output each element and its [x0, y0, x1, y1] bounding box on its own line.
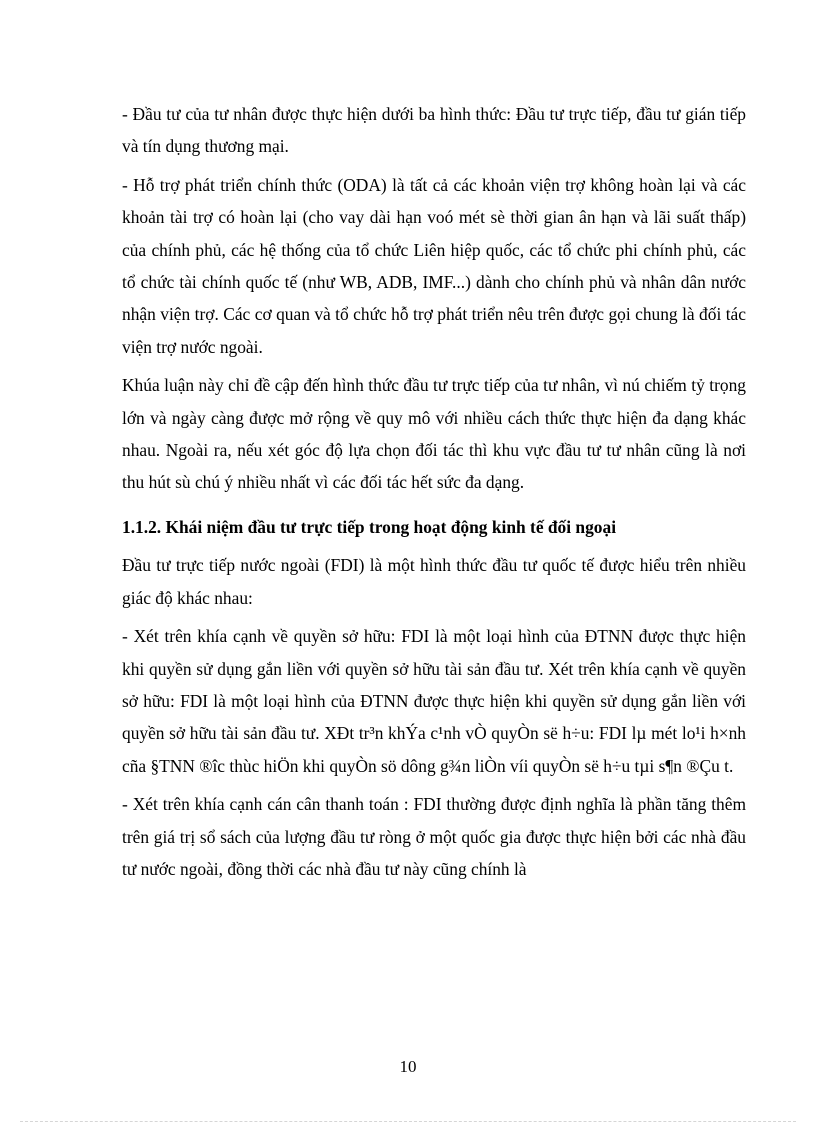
paragraph-balance-of-payments: - Xét trên khía cạnh cán cân thanh toán : FDI thường được định nghĩa là phần tăng thêm trên giá trị sổ sách của lượng đầu tư ròng ở một quốc gia được thực hiện bởi các nhà đầu tư nước ngoài, đồng thời các nhà đầu tư này cũng chính là	[122, 794, 746, 879]
paragraph-ownership-aspect: - Xét trên khía cạnh về quyền sở hữu: FDI là một loại hình của ĐTNN được thực hiện khi quyền sử dụng gắn liền với quyền sở hữu tài sản đầu tư. Xét trên khía cạnh về quyền sở hữu: FDI là một loại hình của ĐTNN được thực hiện khi quyền sử dụng gắn liền với quyền sở hữu tài sản đầu tư. XÐt tr³n khÝa c¹nh vÒ quyÒn së h÷u: FDI lµ mét lo¹i h×nh cña §TNN ®îc thùc hiÖn khi quyÒn sö dông g¾n liÒn víi quyÒn së h÷u tµi s¶n ®Çu t.	[122, 626, 746, 776]
paragraph-private-investment: - Đầu tư của tư nhân được thực hiện dưới ba hình thức: Đầu tư trực tiếp, đầu tư gián tiếp và tín dụng thương mại.	[122, 104, 746, 157]
paragraph-oda: - Hỗ trợ phát triển chính thức (ODA) là tất cả các khoản viện trợ không hoàn lại và các khoản tài trợ có hoàn lại (cho vay dài hạn voó mét sè thời gian ân hạn và lãi suất thấp) của chính phủ, các hệ thống của tổ chức Liên hiệp quốc, các tổ chức phi chính phủ, các tổ chức tài chính quốc tế (như WB, ADB, IMF...) dành cho chính phủ và nhân dân nước nhận viện trợ. Các cơ quan và tổ chức hỗ trợ phát triển nêu trên được gọi chung là đối tác viện trợ nước ngoài.	[122, 174, 746, 357]
section-heading: 1.1.2. Khái niệm đầu tư trực tiếp trong hoạt động kinh tế đối ngoại	[122, 516, 617, 537]
paragraph-thesis-scope: Khúa luận này chỉ đề cập đến hình thức đầu tư trực tiếp của tư nhân, vì nú chiếm tỷ trọng lớn và ngày càng được mở rộng về quy mô với nhiều cách thức thực hiện đa dạng khác nhau. Ngoài ra, nếu xét góc độ lựa chọn đối tác thì khu vực đầu tư tư nhân cũng là nơi thu hút sù chú ý nhiều nhất vì các đối tác hết sức đa dạng.	[122, 375, 746, 493]
document-page	[122, 98, 746, 885]
page-number: 10	[399, 1057, 417, 1076]
page-bottom-divider	[20, 1121, 796, 1122]
paragraph-fdi-definition: Đầu tư trực tiếp nước ngoài (FDI) là một hình thức đầu tư quốc tế được hiểu trên nhiều giác độ khác nhau:	[122, 555, 746, 608]
